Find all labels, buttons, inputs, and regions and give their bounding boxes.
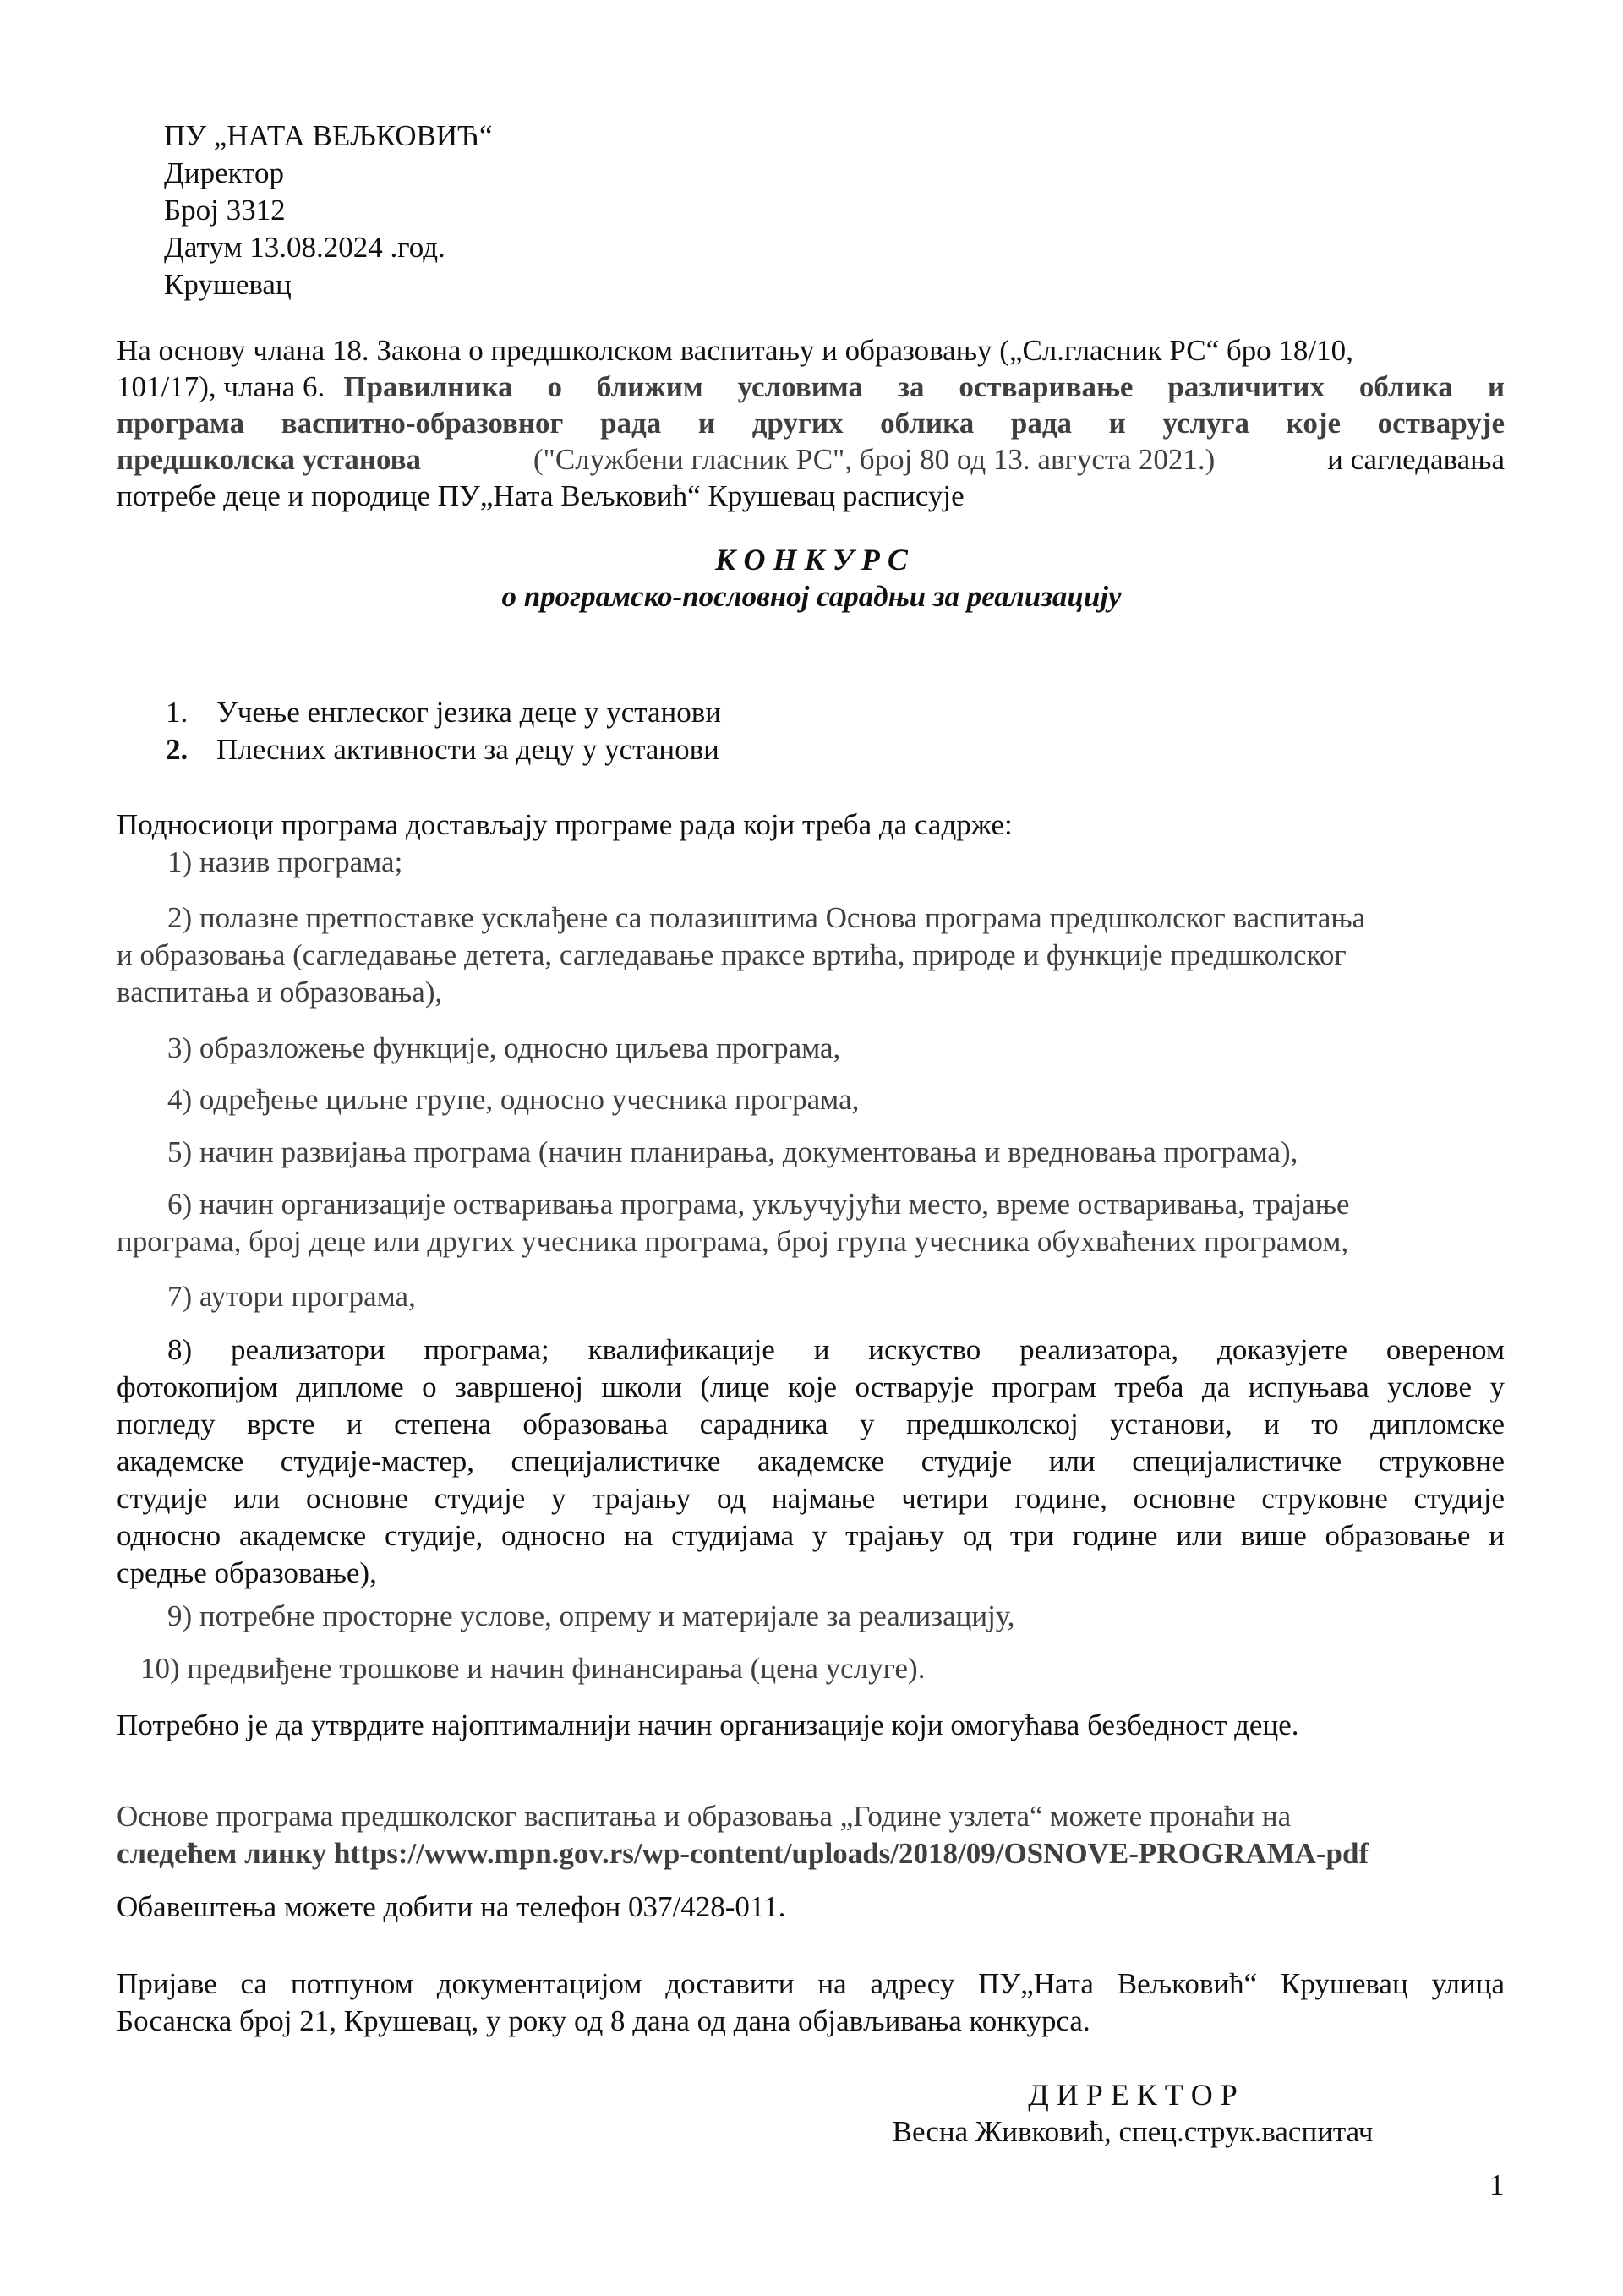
institution-name: ПУ „НАТА ВЕЉКОВИЋ“: [164, 119, 493, 152]
intro-ref-text: 101/17), члана 6.: [117, 370, 325, 403]
link-line: [117, 1836, 1369, 1872]
requirement-1: 1) назив програма;: [167, 845, 403, 878]
requirement-7: 7) аутори програма,: [167, 1280, 416, 1313]
regulation-title-part-2: програма васпитно-образовног рада и других облика рада и услуга које остварује: [117, 407, 1505, 440]
contact-phone: Обавештења можете добити на телефон 037/428-011.: [117, 1890, 786, 1923]
signature-title: Д И Р Е К Т О Р: [1028, 2078, 1238, 2112]
intro-continuation: и сагледавања: [1327, 443, 1505, 476]
requirement-6-line-1: 6) начин организације остваривања програма, укључујући место, време остваривања, трајање: [167, 1188, 1350, 1221]
requirement-10: 10) предвиђене трошкове и начин финансирања (цена услуге).: [140, 1652, 926, 1685]
program-item: [166, 732, 719, 768]
requirements-intro: Подносиоци програма достављају програме рада који треба да садрже:: [117, 808, 1013, 841]
requirement-8-line-6: односно академске студије, односно на студијама у трајању од три године или више образовање и: [117, 1519, 1505, 1552]
requirement-8-line-5: студије или основне студије у трајању од најмање четири године, основне струковне студије: [117, 1482, 1505, 1515]
requirement-9: 9) потребне просторне услове, опрему и материјале за реализацију,: [167, 1599, 1015, 1632]
intro-line-5: потребе деце и породице ПУ„Ната Вељковић“ Крушевац расписује: [117, 479, 965, 512]
requirement-2-line-2: и образовања (сагледавање детета, сагледавање праксе вртића, природе и функције предшколског: [117, 938, 1347, 971]
konkurs-subtitle: о програмско-пословној сарадњи за реализацију: [501, 580, 1122, 613]
requirement-8-line-3: погледу врсте и степена образовања сарадника у предшколској установи, и то дипломске: [117, 1408, 1505, 1440]
application-line-1: Пријаве са потпуном документацијом доставити на адресу ПУ„Ната Вељковић“ Крушевац улица: [117, 1967, 1505, 2000]
header-role: Директор: [164, 156, 285, 189]
application-line-2: Босанска број 21, Крушевац, у року од 8 дана од дана објављивања конкурса.: [117, 2004, 1090, 2037]
requirement-8-line-4: академске студије-мастер, специјалистичке академске студије или специјалистичке струковне: [117, 1445, 1505, 1478]
safety-note: Потребно је да утврдите најоптималнији начин организације који омогућава безбедност деце.: [117, 1708, 1299, 1741]
requirement-2-line-1: 2) полазне претпоставке усклађене са полазиштима Основа програма предшколског васпитања: [167, 901, 1366, 934]
program-basis-text: Основе програма предшколског васпитања и образовања „Године узлета“ можете пронаћи на: [117, 1800, 1292, 1833]
requirement-8-line-7: средње образовање),: [117, 1556, 377, 1589]
signature-name: Весна Живковић, спец.струк.васпитач: [892, 2115, 1374, 2148]
document-city: Крушевац: [164, 268, 292, 301]
intro-line-4: [117, 442, 1505, 478]
document-number: Број 3312: [164, 194, 286, 227]
gazette-reference: ("Службени гласник РС", број 80 од 13. августа 2021.): [533, 443, 1216, 476]
requirement-4: 4) одређење циљне групе, односно учесника програма,: [167, 1083, 860, 1116]
program-label: Плесних активности за децу у установи: [216, 733, 719, 766]
link-prefix: следећем линку: [117, 1837, 327, 1870]
requirement-8-line-2: фотокопијом дипломе о завршеној школи (лице које остварује програм треба да испуњава услове у: [117, 1370, 1505, 1403]
program-number: 1.: [166, 696, 189, 729]
requirement-6-line-2: програма, број деце или других учесника програма, број група учесника обухваћених програмом,: [117, 1225, 1349, 1258]
requirement-8-line-1: 8) реализатори програма; квалификације и искуство реализатора, доказујете овереном: [167, 1333, 1505, 1366]
intro-line-2: [117, 369, 1505, 405]
regulation-title-part-1: Правилника о ближим условима за остваривање различитих облика и: [343, 370, 1505, 403]
regulation-title-part-3: предшколска установа: [117, 443, 422, 476]
program-item: [166, 695, 721, 730]
page-number: 1: [1489, 2168, 1505, 2201]
requirement-2-line-3: васпитања и образовања),: [117, 976, 443, 1009]
requirement-5: 5) начин развијања програма (начин планирања, документовања и вредновања програма),: [167, 1135, 1298, 1168]
konkurs-title: К О Н К У Р С: [715, 543, 908, 577]
program-label: Учење енглеског језика деце у установи: [216, 696, 721, 729]
program-url-link[interactable]: https://www.mpn.gov.rs/wp-content/uploads/2018/09/OSNOVE-PROGRAMA-pdf: [333, 1837, 1369, 1870]
document-date: Датум 13.08.2024 .год.: [164, 231, 445, 264]
program-number: 2.: [166, 733, 189, 766]
intro-line-1: На основу члана 18. Закона о предшколском васпитању и образовању („Сл.гласник РС“ бро 18/10,: [117, 334, 1353, 367]
requirement-3: 3) образложење функције, односно циљева програма,: [167, 1031, 841, 1064]
